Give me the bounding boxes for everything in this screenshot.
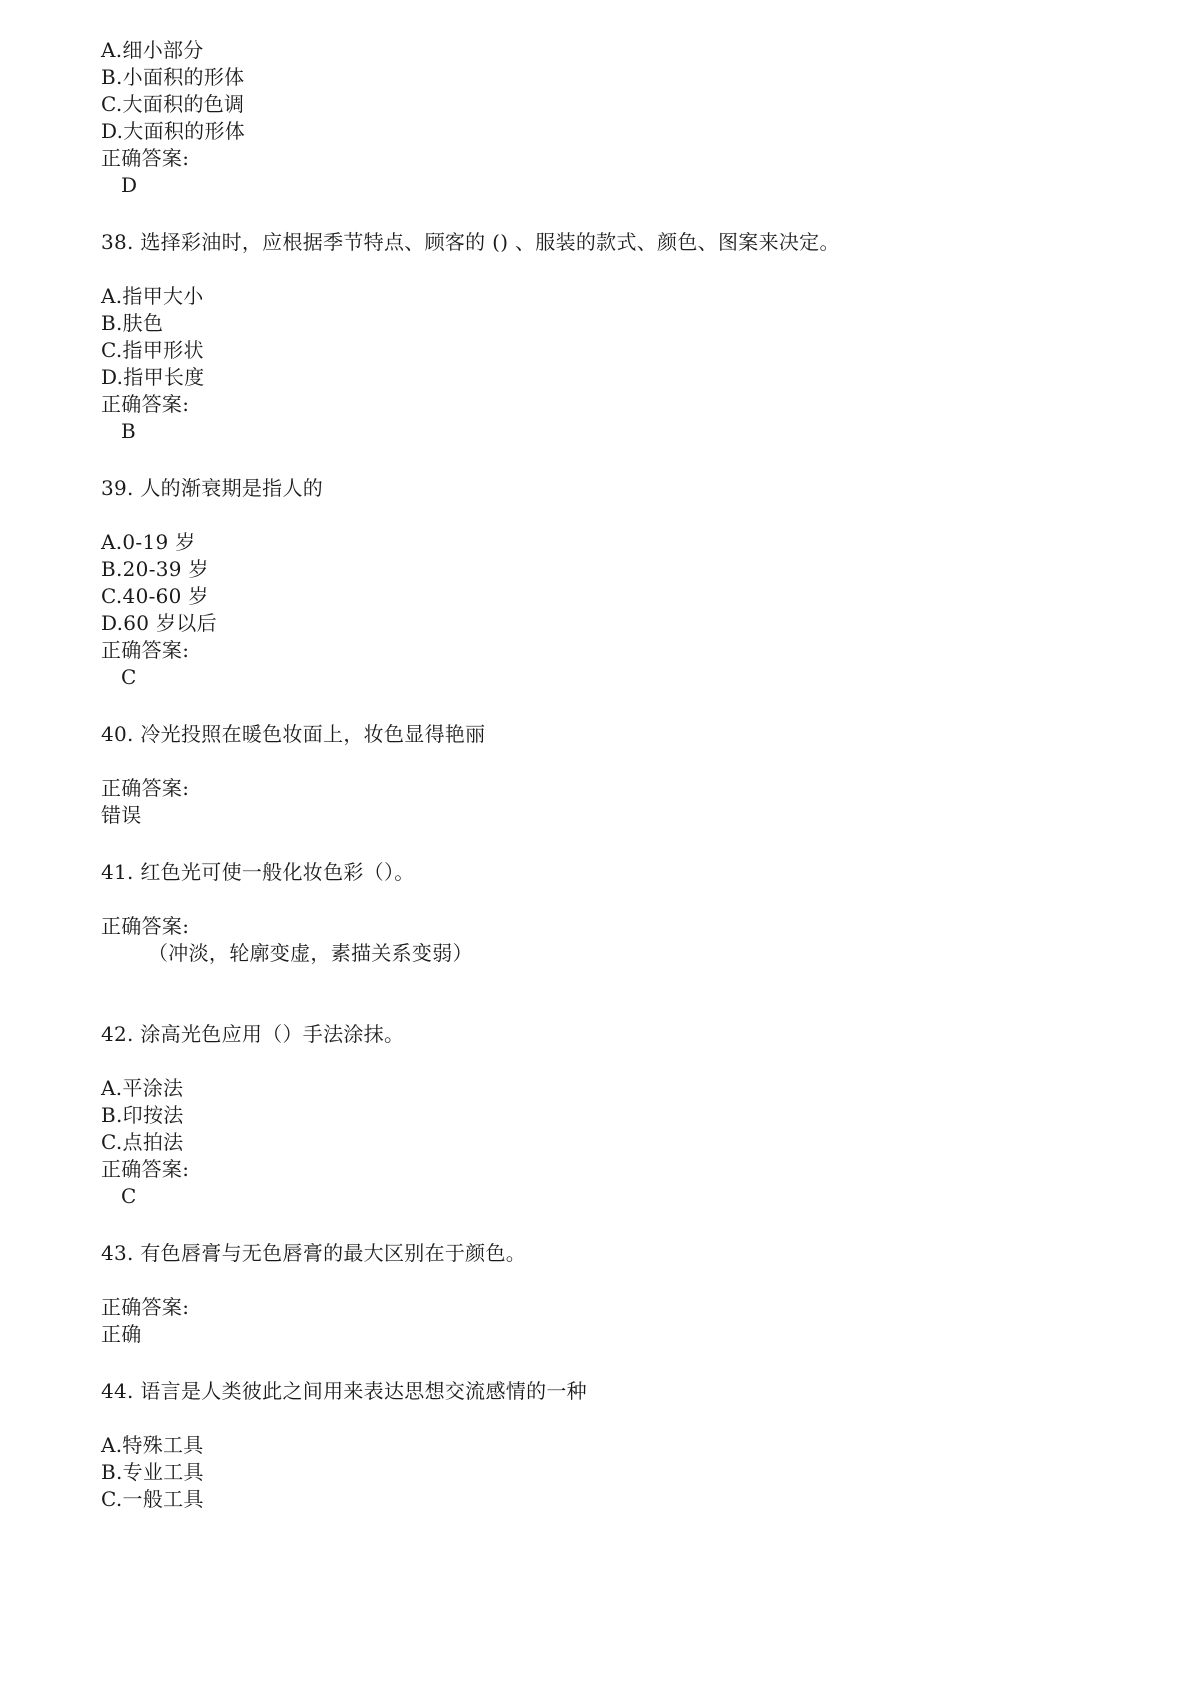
q38-question: 38. 选择彩油时，应根据季节特点、顾客的 () 、服装的款式、颜色、图案来决定。: [101, 230, 840, 254]
q43-answer-label: 正确答案:: [101, 1295, 190, 1319]
q39-option-b: B.20-39 岁: [101, 557, 209, 581]
q41-question: 41. 红色光可使一般化妆色彩（）。: [101, 860, 415, 884]
q43-question: 43. 有色唇膏与无色唇膏的最大区别在于颜色。: [101, 1241, 527, 1265]
q40-question: 40. 冷光投照在暖色妆面上，妆色显得艳丽: [101, 722, 486, 746]
q37-option-d: D.大面积的形体: [101, 119, 246, 143]
q38-answer-label: 正确答案:: [101, 392, 190, 416]
q42-answer-label: 正确答案:: [101, 1157, 190, 1181]
q40-answer-label: 正确答案:: [101, 776, 190, 800]
q42-option-a: A.平涂法: [101, 1076, 184, 1100]
q38-option-a: A.指甲大小: [101, 284, 204, 308]
q39-answer-label: 正确答案:: [101, 638, 190, 662]
q38-option-d: D.指甲长度: [101, 365, 205, 389]
q44-option-c: C.一般工具: [101, 1487, 204, 1511]
q41-answer: （冲淡，轮廓变虚，素描关系变弱）: [148, 941, 473, 965]
q39-question: 39. 人的渐衰期是指人的: [101, 476, 324, 500]
q38-option-b: B.肤色: [101, 311, 164, 335]
q37-option-c: C.大面积的色调: [101, 92, 245, 116]
q37-answer-label: 正确答案:: [101, 146, 190, 170]
q39-option-d: D.60 岁以后: [101, 611, 217, 635]
q40-answer: 错误: [101, 803, 142, 827]
q42-question: 42. 涂高光色应用（）手法涂抹。: [101, 1022, 405, 1046]
q41-answer-label: 正确答案:: [101, 914, 190, 938]
q39-option-c: C.40-60 岁: [101, 584, 209, 608]
q44-option-a: A.特殊工具: [101, 1433, 204, 1457]
q37-option-b: B.小面积的形体: [101, 65, 245, 89]
q39-option-a: A.0-19 岁: [101, 530, 196, 554]
q42-option-b: B.印按法: [101, 1103, 184, 1127]
q44-question: 44. 语言是人类彼此之间用来表达思想交流感情的一种: [101, 1379, 587, 1403]
q44-option-b: B.专业工具: [101, 1460, 204, 1484]
q37-answer: D: [121, 173, 138, 197]
q43-answer: 正确: [101, 1322, 142, 1346]
q42-option-c: C.点拍法: [101, 1130, 184, 1154]
q42-answer: C: [121, 1184, 137, 1208]
q37-option-a: A.细小部分: [101, 38, 204, 62]
q38-option-c: C.指甲形状: [101, 338, 204, 362]
q38-answer: B: [121, 419, 136, 443]
q39-answer: C: [121, 665, 137, 689]
